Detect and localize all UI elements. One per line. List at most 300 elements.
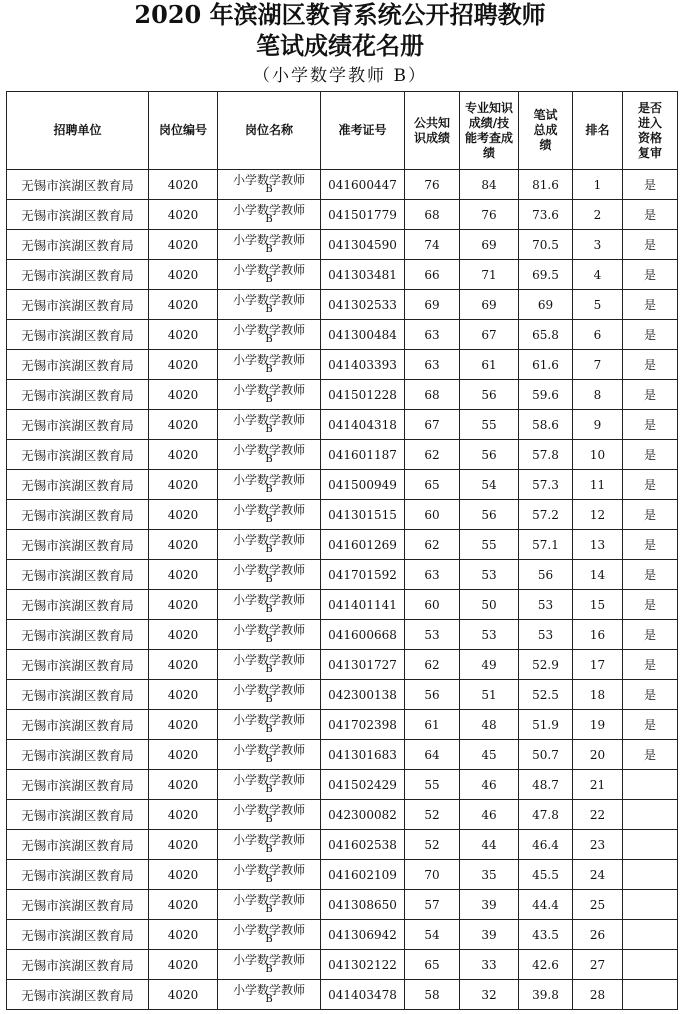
post-name-line2: B [265, 453, 273, 465]
cell-public-score: 68 [405, 200, 460, 230]
cell-total-score: 59.6 [519, 380, 573, 410]
table-row [7, 710, 678, 740]
cell-post-name [218, 470, 321, 500]
post-name-line2: B [265, 243, 273, 255]
post-name-line2: B [265, 753, 273, 765]
table-row [7, 170, 678, 200]
cell-review: 是 [623, 410, 678, 440]
post-name-line2: B [265, 543, 273, 555]
cell-ticket: 041301727 [321, 650, 405, 680]
cell-post-name [218, 380, 321, 410]
cell-unit: 无锡市滨湖区教育局 [7, 710, 149, 740]
post-name-line2: B [265, 663, 273, 675]
table-row [7, 560, 678, 590]
post-name-line2: B [265, 903, 273, 915]
cell-review [623, 800, 678, 830]
cell-ticket: 041601187 [321, 440, 405, 470]
post-name-line2: B [265, 963, 273, 975]
cell-ticket: 041308650 [321, 890, 405, 920]
post-name-line2: B [265, 513, 273, 525]
cell-review [623, 860, 678, 890]
cell-professional-score: 46 [460, 800, 519, 830]
cell-post-code: 4020 [149, 800, 218, 830]
post-name-line2: B [265, 933, 273, 945]
post-name-line1: 小学数学教师 [232, 742, 305, 757]
cell-review [623, 770, 678, 800]
post-name-line2: B [265, 813, 273, 825]
cell-ticket: 041401141 [321, 590, 405, 620]
post-name-line2: B [265, 783, 273, 795]
cell-ticket: 041502429 [321, 770, 405, 800]
cell-professional-score: 53 [460, 560, 519, 590]
header-post-name: 岗位名称 [218, 92, 321, 170]
cell-post-code: 4020 [149, 980, 218, 1010]
cell-unit: 无锡市滨湖区教育局 [7, 380, 149, 410]
table-header-row [7, 92, 678, 170]
cell-rank: 8 [573, 380, 623, 410]
header-review: 是否进入资格复审 [623, 92, 678, 170]
cell-total-score: 81.6 [519, 170, 573, 200]
cell-rank: 13 [573, 530, 623, 560]
table-row [7, 800, 678, 830]
header-total-score: 笔试总成绩 [519, 92, 573, 170]
cell-professional-score: 54 [460, 470, 519, 500]
cell-unit: 无锡市滨湖区教育局 [7, 950, 149, 980]
post-name-line2: B [265, 213, 273, 225]
post-name-line2: B [265, 693, 273, 705]
cell-rank: 3 [573, 230, 623, 260]
cell-professional-score: 69 [460, 230, 519, 260]
header-ticket: 准考证号 [321, 92, 405, 170]
cell-post-code: 4020 [149, 710, 218, 740]
post-name-line1: 小学数学教师 [232, 322, 305, 337]
cell-review: 是 [623, 650, 678, 680]
cell-unit: 无锡市滨湖区教育局 [7, 410, 149, 440]
post-name-line1: 小学数学教师 [232, 682, 305, 697]
document-subtitle: （小学数学教师 B） [253, 66, 427, 86]
cell-professional-score: 56 [460, 500, 519, 530]
cell-public-score: 62 [405, 440, 460, 470]
cell-review [623, 950, 678, 980]
cell-post-code: 4020 [149, 170, 218, 200]
cell-post-name [218, 170, 321, 200]
cell-post-code: 4020 [149, 320, 218, 350]
cell-rank: 5 [573, 290, 623, 320]
cell-post-code: 4020 [149, 350, 218, 380]
cell-total-score: 65.8 [519, 320, 573, 350]
post-name-line1: 小学数学教师 [232, 622, 305, 637]
cell-post-code: 4020 [149, 830, 218, 860]
cell-public-score: 61 [405, 710, 460, 740]
cell-public-score: 62 [405, 530, 460, 560]
cell-professional-score: 84 [460, 170, 519, 200]
cell-rank: 2 [573, 200, 623, 230]
cell-ticket: 041602109 [321, 860, 405, 890]
post-name-line1: 小学数学教师 [232, 562, 305, 577]
cell-post-code: 4020 [149, 260, 218, 290]
cell-rank: 18 [573, 680, 623, 710]
cell-public-score: 58 [405, 980, 460, 1010]
cell-unit: 无锡市滨湖区教育局 [7, 890, 149, 920]
header-public-score: 公共知识成绩 [405, 92, 460, 170]
cell-rank: 17 [573, 650, 623, 680]
cell-post-code: 4020 [149, 470, 218, 500]
cell-ticket: 041403393 [321, 350, 405, 380]
cell-rank: 28 [573, 980, 623, 1010]
cell-rank: 6 [573, 320, 623, 350]
cell-post-name [218, 620, 321, 650]
table-row [7, 860, 678, 890]
post-name-line1: 小学数学教师 [232, 382, 305, 397]
cell-ticket: 041302122 [321, 950, 405, 980]
cell-total-score: 57.3 [519, 470, 573, 500]
cell-rank: 25 [573, 890, 623, 920]
cell-public-score: 54 [405, 920, 460, 950]
cell-unit: 无锡市滨湖区教育局 [7, 170, 149, 200]
cell-post-name [218, 230, 321, 260]
cell-post-code: 4020 [149, 200, 218, 230]
post-name-line1: 小学数学教师 [232, 652, 305, 667]
document-title-line2: 笔试成绩花名册 [256, 31, 424, 60]
cell-rank: 12 [573, 500, 623, 530]
cell-professional-score: 56 [460, 380, 519, 410]
cell-ticket: 041306942 [321, 920, 405, 950]
cell-rank: 27 [573, 950, 623, 980]
cell-post-code: 4020 [149, 680, 218, 710]
cell-total-score: 44.4 [519, 890, 573, 920]
cell-rank: 9 [573, 410, 623, 440]
cell-post-code: 4020 [149, 560, 218, 590]
post-name-line2: B [265, 483, 273, 495]
cell-unit: 无锡市滨湖区教育局 [7, 980, 149, 1010]
cell-review: 是 [623, 380, 678, 410]
table-row [7, 680, 678, 710]
cell-post-name [218, 980, 321, 1010]
cell-review: 是 [623, 560, 678, 590]
table-row [7, 530, 678, 560]
cell-post-code: 4020 [149, 500, 218, 530]
cell-total-score: 57.1 [519, 530, 573, 560]
cell-public-score: 55 [405, 770, 460, 800]
cell-professional-score: 69 [460, 290, 519, 320]
header-professional-score: 专业知识成绩/技能考查成绩 [460, 92, 519, 170]
cell-unit: 无锡市滨湖区教育局 [7, 800, 149, 830]
cell-professional-score: 33 [460, 950, 519, 980]
cell-rank: 21 [573, 770, 623, 800]
cell-review: 是 [623, 590, 678, 620]
cell-ticket: 041702398 [321, 710, 405, 740]
cell-ticket: 041301683 [321, 740, 405, 770]
cell-post-code: 4020 [149, 770, 218, 800]
post-name-line1: 小学数学教师 [232, 712, 305, 727]
post-name-line1: 小学数学教师 [232, 592, 305, 607]
cell-ticket: 041304590 [321, 230, 405, 260]
cell-post-name [218, 350, 321, 380]
cell-professional-score: 49 [460, 650, 519, 680]
table-row [7, 620, 678, 650]
cell-ticket: 041403478 [321, 980, 405, 1010]
cell-post-name [218, 860, 321, 890]
cell-unit: 无锡市滨湖区教育局 [7, 470, 149, 500]
cell-review: 是 [623, 350, 678, 380]
cell-post-code: 4020 [149, 230, 218, 260]
cell-unit: 无锡市滨湖区教育局 [7, 920, 149, 950]
table-row [7, 770, 678, 800]
cell-post-name [218, 290, 321, 320]
table-row [7, 320, 678, 350]
cell-post-name [218, 920, 321, 950]
cell-post-code: 4020 [149, 590, 218, 620]
table-row [7, 950, 678, 980]
header-post-code: 岗位编号 [149, 92, 218, 170]
table-row [7, 920, 678, 950]
cell-total-score: 47.8 [519, 800, 573, 830]
cell-public-score: 57 [405, 890, 460, 920]
cell-rank: 7 [573, 350, 623, 380]
cell-professional-score: 44 [460, 830, 519, 860]
cell-professional-score: 39 [460, 920, 519, 950]
cell-public-score: 62 [405, 650, 460, 680]
post-name-line2: B [265, 573, 273, 585]
cell-public-score: 65 [405, 470, 460, 500]
cell-unit: 无锡市滨湖区教育局 [7, 200, 149, 230]
cell-total-score: 70.5 [519, 230, 573, 260]
cell-post-name [218, 680, 321, 710]
table-row [7, 290, 678, 320]
cell-total-score: 50.7 [519, 740, 573, 770]
post-name-line1: 小学数学教师 [232, 202, 305, 217]
post-name-line2: B [265, 183, 273, 195]
cell-review: 是 [623, 440, 678, 470]
cell-post-name [218, 830, 321, 860]
cell-post-name [218, 740, 321, 770]
header-unit: 招聘单位 [7, 92, 149, 170]
cell-rank: 11 [573, 470, 623, 500]
cell-post-name [218, 890, 321, 920]
cell-public-score: 65 [405, 950, 460, 980]
cell-total-score: 51.9 [519, 710, 573, 740]
post-name-line2: B [265, 633, 273, 645]
cell-public-score: 63 [405, 560, 460, 590]
cell-post-name [218, 260, 321, 290]
cell-public-score: 53 [405, 620, 460, 650]
cell-total-score: 45.5 [519, 860, 573, 890]
cell-professional-score: 32 [460, 980, 519, 1010]
cell-unit: 无锡市滨湖区教育局 [7, 500, 149, 530]
score-table [6, 91, 678, 1010]
cell-ticket: 041300484 [321, 320, 405, 350]
cell-review: 是 [623, 530, 678, 560]
cell-total-score: 48.7 [519, 770, 573, 800]
cell-professional-score: 50 [460, 590, 519, 620]
table-row [7, 350, 678, 380]
cell-review [623, 920, 678, 950]
table-row [7, 230, 678, 260]
cell-post-name [218, 590, 321, 620]
post-name-line2: B [265, 873, 273, 885]
cell-ticket: 041600447 [321, 170, 405, 200]
post-name-line1: 小学数学教师 [232, 232, 305, 247]
cell-rank: 20 [573, 740, 623, 770]
cell-professional-score: 71 [460, 260, 519, 290]
cell-unit: 无锡市滨湖区教育局 [7, 620, 149, 650]
cell-professional-score: 76 [460, 200, 519, 230]
cell-public-score: 67 [405, 410, 460, 440]
cell-ticket: 041500949 [321, 470, 405, 500]
cell-unit: 无锡市滨湖区教育局 [7, 530, 149, 560]
post-name-line1: 小学数学教师 [232, 292, 305, 307]
cell-review: 是 [623, 290, 678, 320]
post-name-line1: 小学数学教师 [232, 772, 305, 787]
cell-post-name [218, 410, 321, 440]
post-name-line2: B [265, 393, 273, 405]
cell-ticket: 041302533 [321, 290, 405, 320]
cell-public-score: 52 [405, 830, 460, 860]
cell-review [623, 980, 678, 1010]
cell-post-code: 4020 [149, 380, 218, 410]
cell-professional-score: 53 [460, 620, 519, 650]
cell-professional-score: 46 [460, 770, 519, 800]
post-name-line2: B [265, 303, 273, 315]
post-name-line1: 小学数学教师 [232, 412, 305, 427]
cell-review: 是 [623, 500, 678, 530]
post-name-line1: 小学数学教师 [232, 952, 305, 967]
cell-total-score: 73.6 [519, 200, 573, 230]
cell-total-score: 52.5 [519, 680, 573, 710]
table-row [7, 440, 678, 470]
table-row [7, 980, 678, 1010]
table-row [7, 410, 678, 440]
cell-public-score: 60 [405, 590, 460, 620]
cell-unit: 无锡市滨湖区教育局 [7, 830, 149, 860]
cell-ticket: 041600668 [321, 620, 405, 650]
cell-ticket: 041501779 [321, 200, 405, 230]
cell-unit: 无锡市滨湖区教育局 [7, 230, 149, 260]
cell-post-name [218, 440, 321, 470]
cell-rank: 14 [573, 560, 623, 590]
cell-post-name [218, 710, 321, 740]
cell-total-score: 53 [519, 590, 573, 620]
cell-total-score: 69.5 [519, 260, 573, 290]
table-body [7, 170, 678, 1010]
post-name-line2: B [265, 603, 273, 615]
cell-public-score: 68 [405, 380, 460, 410]
cell-post-code: 4020 [149, 950, 218, 980]
cell-ticket: 042300138 [321, 680, 405, 710]
cell-total-score: 39.8 [519, 980, 573, 1010]
cell-post-code: 4020 [149, 860, 218, 890]
cell-professional-score: 55 [460, 410, 519, 440]
cell-rank: 16 [573, 620, 623, 650]
cell-unit: 无锡市滨湖区教育局 [7, 770, 149, 800]
cell-public-score: 60 [405, 500, 460, 530]
cell-public-score: 63 [405, 320, 460, 350]
cell-rank: 4 [573, 260, 623, 290]
table-row [7, 650, 678, 680]
table-row [7, 590, 678, 620]
cell-review [623, 890, 678, 920]
cell-total-score: 61.6 [519, 350, 573, 380]
cell-ticket: 041303481 [321, 260, 405, 290]
cell-professional-score: 35 [460, 860, 519, 890]
cell-total-score: 57.2 [519, 500, 573, 530]
post-name-line1: 小学数学教师 [232, 832, 305, 847]
cell-review: 是 [623, 620, 678, 650]
cell-total-score: 53 [519, 620, 573, 650]
cell-public-score: 64 [405, 740, 460, 770]
cell-review: 是 [623, 230, 678, 260]
cell-professional-score: 48 [460, 710, 519, 740]
cell-review: 是 [623, 740, 678, 770]
table-row [7, 260, 678, 290]
cell-unit: 无锡市滨湖区教育局 [7, 680, 149, 710]
cell-review: 是 [623, 200, 678, 230]
post-name-line1: 小学数学教师 [232, 502, 305, 517]
cell-rank: 24 [573, 860, 623, 890]
cell-public-score: 69 [405, 290, 460, 320]
cell-post-name [218, 200, 321, 230]
cell-review [623, 830, 678, 860]
post-name-line1: 小学数学教师 [232, 922, 305, 937]
cell-post-code: 4020 [149, 890, 218, 920]
cell-review: 是 [623, 320, 678, 350]
cell-review: 是 [623, 170, 678, 200]
cell-post-code: 4020 [149, 440, 218, 470]
post-name-line1: 小学数学教师 [232, 802, 305, 817]
cell-ticket: 041501228 [321, 380, 405, 410]
cell-ticket: 041602538 [321, 830, 405, 860]
cell-unit: 无锡市滨湖区教育局 [7, 590, 149, 620]
cell-total-score: 52.9 [519, 650, 573, 680]
post-name-line1: 小学数学教师 [232, 442, 305, 457]
cell-post-name [218, 320, 321, 350]
table-row [7, 500, 678, 530]
header-rank: 排名 [573, 92, 623, 170]
cell-public-score: 70 [405, 860, 460, 890]
cell-unit: 无锡市滨湖区教育局 [7, 260, 149, 290]
post-name-line1: 小学数学教师 [232, 262, 305, 277]
cell-post-code: 4020 [149, 410, 218, 440]
cell-unit: 无锡市滨湖区教育局 [7, 350, 149, 380]
table-row [7, 470, 678, 500]
post-name-line1: 小学数学教师 [232, 982, 305, 997]
table-row [7, 200, 678, 230]
cell-unit: 无锡市滨湖区教育局 [7, 290, 149, 320]
cell-total-score: 42.6 [519, 950, 573, 980]
cell-professional-score: 45 [460, 740, 519, 770]
post-name-line1: 小学数学教师 [232, 352, 305, 367]
cell-unit: 无锡市滨湖区教育局 [7, 440, 149, 470]
cell-public-score: 56 [405, 680, 460, 710]
cell-post-code: 4020 [149, 920, 218, 950]
table-row [7, 890, 678, 920]
post-name-line2: B [265, 723, 273, 735]
cell-post-name [218, 770, 321, 800]
cell-post-name [218, 500, 321, 530]
cell-rank: 26 [573, 920, 623, 950]
cell-public-score: 63 [405, 350, 460, 380]
cell-total-score: 56 [519, 560, 573, 590]
table-row [7, 740, 678, 770]
cell-post-name [218, 530, 321, 560]
post-name-line1: 小学数学教师 [232, 862, 305, 877]
cell-rank: 10 [573, 440, 623, 470]
post-name-line2: B [265, 273, 273, 285]
cell-unit: 无锡市滨湖区教育局 [7, 740, 149, 770]
cell-ticket: 042300082 [321, 800, 405, 830]
cell-post-code: 4020 [149, 740, 218, 770]
cell-total-score: 46.4 [519, 830, 573, 860]
